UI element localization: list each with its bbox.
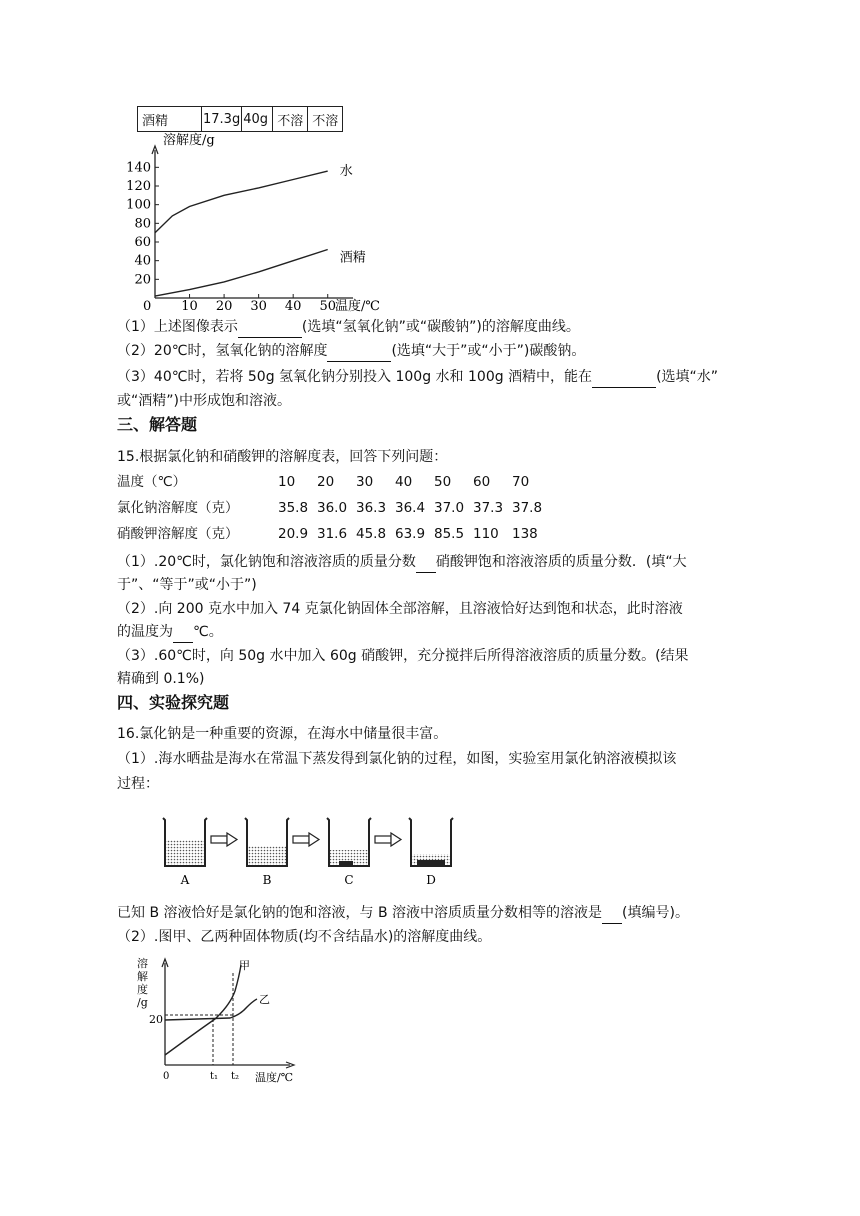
x-tick-label: 20 [215,299,233,314]
answer-blank[interactable] [327,361,391,362]
row-value: 50 [434,474,452,490]
q15-row-nacl [117,497,717,519]
chart2-ytick: 20 [149,1013,163,1026]
row-value: 63.9 [395,526,426,542]
arrow-icon [211,833,237,846]
series-jia-line [165,965,241,1055]
beaker-label: A [180,873,190,887]
chart2-ylabel: 度 [137,983,148,996]
q14-part1-text: （1）上述图像表示 [117,319,238,335]
q15-part2-cont [117,621,223,643]
chart2-ylabel: 溶 [137,957,148,970]
beaker-a [163,818,207,866]
x-tick-label: 0 [143,299,152,314]
q15-part1 [117,551,687,573]
q15-part3: （3）.60℃时，向 50g 水中加入 60g 硝酸钾，充分搅拌后所得溶液溶质的质量分数。(结果 [117,648,689,664]
row-value: 70 [512,474,530,490]
row-value: 36.3 [356,500,387,516]
q14-part3-text-b: (选填“水” [656,369,719,385]
row-value: 85.5 [434,526,465,542]
answer-blank[interactable] [238,337,302,338]
table-cell: 17.3g [202,107,242,132]
series-line-alcohol [155,250,328,297]
x-tick-label: 50 [319,299,337,314]
y-tick-label: 120 [126,179,151,194]
row-value: 37.8 [512,500,543,516]
beaker-d [409,818,453,866]
q15-part1-cont: 于”、“等于”或“小于”) [117,577,257,593]
y-tick-label: 140 [126,160,151,176]
q15-part3-cont: 精确到 0.1%) [117,671,205,687]
q14-part3-text: （3）40℃时，若将 50g 氢氧化钠分别投入 100g 水和 100g 酒精中，能在 [117,369,593,385]
arrow-icon [293,833,319,846]
q16-part2: （2）.图甲、乙两种固体物质(均不含结晶水)的溶解度曲线。 [117,929,492,945]
chart2-xtick: t₂ [231,1071,240,1082]
row-value: 20 [317,474,335,490]
beaker-label: C [344,873,354,887]
chart2-xlabel: 温度/℃ [255,1071,294,1084]
q15-part2-text: 的温度为 [117,624,173,640]
series-label-yi: 乙 [259,993,270,1006]
q15-part2-text-b: ℃。 [193,624,223,640]
x-axis-label: 温度/℃ [335,299,380,314]
beaker-b [245,818,289,866]
table-cell: 酒精 [138,107,202,132]
answer-blank[interactable] [592,387,656,388]
row-label: 温度（℃） [117,474,187,490]
series-line-water [155,171,328,233]
row-value: 31.6 [317,526,348,542]
q15-row-kno3 [117,523,717,545]
q16-part1-question [117,902,689,924]
row-value: 138 [512,526,538,542]
section-4-heading: 四、实验探究题 [117,693,230,712]
top-table [137,106,343,132]
table-cell: 不溶 [308,107,343,132]
row-label: 氯化钠溶解度（克） [117,500,239,516]
q14-part2-text-b: (选填“大于”或“小于”)碳酸钠。 [391,343,586,359]
section-3-heading: 三、解答题 [117,415,198,434]
y-axis-label: 溶解度/g [163,133,215,148]
series-label: 水 [339,164,353,180]
q15-part1-text: （1）.20℃时，氯化钠饱和溶液溶质的质量分数 [117,554,416,570]
chart2-ylabel: 解 [137,970,148,983]
row-value: 60 [473,474,491,490]
beaker-label: D [426,873,436,887]
q14-part1-text-b: (选填“氢氧化钠”或“碳酸钠”)的溶解度曲线。 [301,319,580,335]
q14-part2 [117,340,585,362]
chart2-y-axis [162,959,168,1065]
solubility-chart-1 [117,130,417,315]
row-label: 硝酸钾溶解度（克） [117,526,239,542]
arrow-icon [375,833,401,846]
beaker-evaporation-diagram [155,810,475,890]
q14-part2-text: （2）20℃时，氢氧化钠的溶解度 [117,343,328,359]
row-value: 30 [356,474,374,490]
chart2-origin: 0 [163,1071,170,1082]
row-value: 40 [395,474,413,490]
row-value: 20.9 [278,526,309,542]
solubility-chart-2 [135,955,315,1087]
q16-intro: 16.氯化钠是一种重要的资源，在海水中储量很丰富。 [117,726,448,742]
series-yi-line [165,999,257,1020]
q15-intro: 15.根据氯化钠和硝酸钾的溶解度表，回答下列问题： [117,449,448,465]
y-tick-label: 40 [134,253,151,269]
table-cell: 40g [242,107,273,132]
row-value: 10 [278,474,296,490]
row-value: 36.4 [395,500,426,516]
chart2-x-axis [165,1062,294,1068]
row-value: 110 [473,526,499,542]
q14-part3 [117,366,718,388]
q15-part1-text-b: 硝酸钾饱和溶液溶质的质量分数．(填“大 [435,554,687,570]
y-tick-label: 100 [126,197,151,213]
answer-blank[interactable] [602,923,622,924]
x-tick-label: 40 [284,299,302,314]
row-value: 37.0 [434,500,465,516]
beaker-c [327,818,371,866]
q15-row-temp [117,471,717,493]
y-tick-label: 60 [134,235,151,250]
q16-part1: （1）.海水晒盐是海水在常温下蒸发得到氯化钠的过程，如图，实验室用氯化钠溶液模拟该 [117,751,677,767]
series-label: 酒精 [339,250,366,266]
q16-part1-text: 已知 B 溶液恰好是氯化钠的饱和溶液，与 B 溶液中溶质质量分数相等的溶液是 [117,905,603,921]
series-label-jia: 甲 [239,959,250,972]
q16-part1-cont: 过程： [117,776,159,792]
q14-part3-cont: 或“酒精”)中形成饱和溶液。 [117,393,291,409]
q16-part1-text-b: (填编号)。 [622,905,689,921]
chart2-xtick: t₁ [210,1071,219,1082]
row-value: 35.8 [278,500,309,516]
chart1-group [126,132,380,314]
y-tick-label: 20 [134,272,151,288]
row-value: 45.8 [356,526,387,542]
x-tick-label: 30 [250,299,267,314]
chart2-ylabel: /g [137,996,148,1009]
q15-part2: （2）.向 200 克水中加入 74 克氯化钠固体全部溶解，且溶液恰好达到饱和状态，此时溶液 [117,601,683,617]
q14-part1 [117,316,580,338]
beaker-label: B [262,873,272,887]
answer-blank[interactable] [416,572,436,573]
table-cell: 不溶 [273,107,308,132]
y-tick-label: 80 [134,216,151,232]
x-tick-label: 10 [181,299,198,314]
row-value: 37.3 [473,500,504,516]
answer-blank[interactable] [173,642,193,643]
row-value: 36.0 [317,500,348,516]
